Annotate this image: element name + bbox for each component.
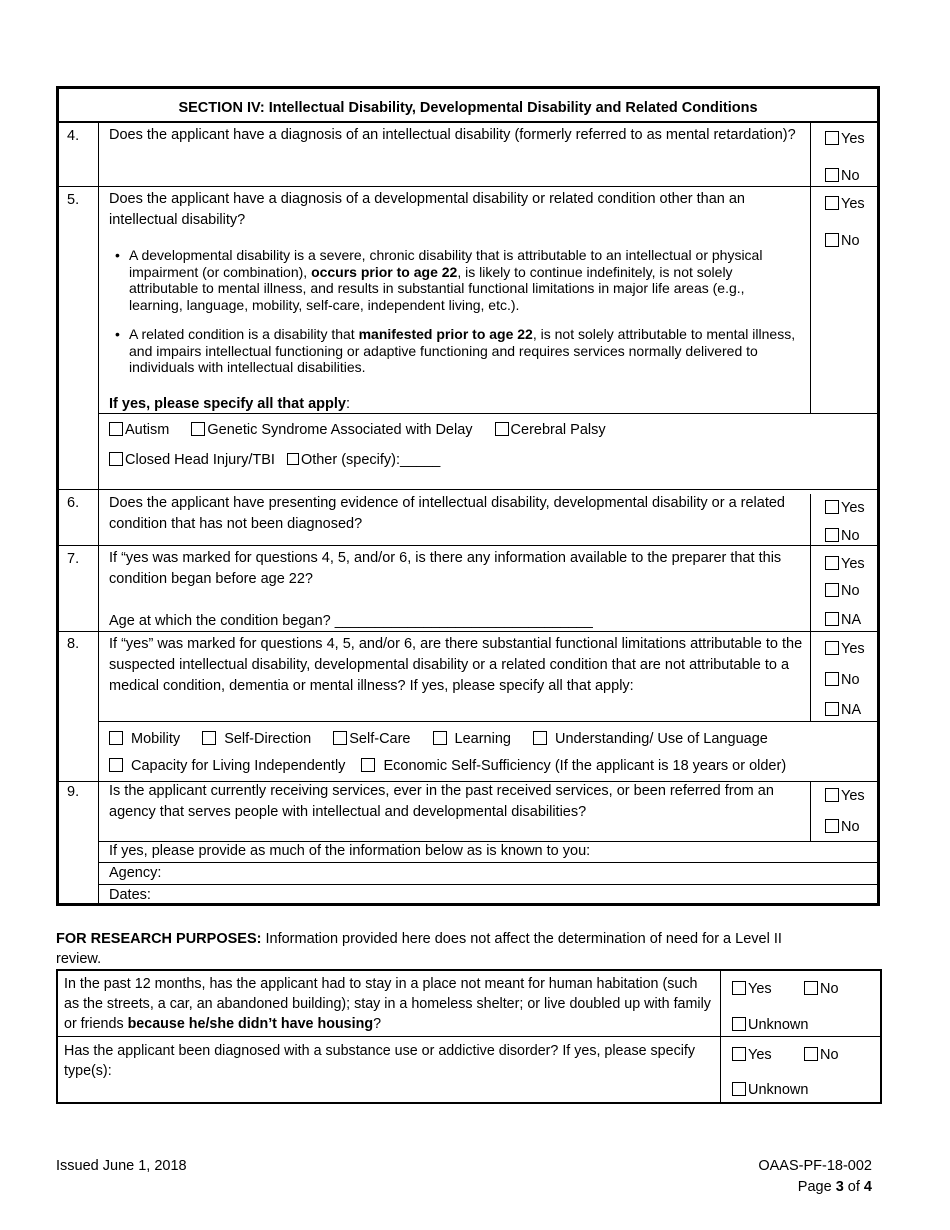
checkbox[interactable] — [732, 1082, 746, 1096]
developmental-disability-definition — [111, 247, 801, 313]
footer-right — [758, 1156, 872, 1198]
definition-text: , is likely to continue indefinitely, is not solely attributable to mental illness, and results in substantial functional limitations in major life areas (e.g., learning, language, mobility, self-care, independent living, etc.). — [129, 263, 745, 313]
self-direction-label: Self-Direction — [224, 731, 312, 747]
learning-option[interactable] — [433, 731, 511, 747]
no-label: No — [841, 583, 860, 599]
checkbox[interactable] — [825, 583, 839, 597]
definition-emphasis: manifested prior to age 22 — [358, 326, 533, 342]
q8-yes-option[interactable] — [825, 639, 865, 659]
other-condition-label: Other (specify):_____ — [300, 452, 441, 468]
genetic-syndrome-option[interactable] — [191, 422, 472, 438]
q7-na-option[interactable] — [825, 610, 861, 630]
q6-yes-option[interactable] — [825, 498, 865, 518]
no-label: No — [841, 168, 860, 184]
q8-na-option[interactable] — [825, 700, 861, 720]
checkbox[interactable] — [433, 731, 447, 745]
q5-number: 5. — [67, 192, 80, 208]
cerebral-palsy-option[interactable] — [495, 422, 606, 438]
q4-text: Does the applicant have a diagnosis of an intellectual disability (formerly referred to as mental retardation)? — [109, 127, 796, 143]
capacity-option[interactable] — [109, 758, 345, 774]
yes-label: Yes — [841, 641, 865, 657]
no-label: No — [841, 819, 860, 835]
substance-unknown-option[interactable] — [732, 1080, 808, 1100]
of-word: of — [843, 1179, 864, 1195]
yes-label: Yes — [841, 196, 865, 212]
checkbox[interactable] — [825, 612, 839, 626]
q7-age-label: Age at which the condition began? ________________________________ — [109, 613, 593, 629]
checkbox[interactable] — [804, 981, 818, 995]
homeless-question — [64, 974, 714, 1034]
definition-text: A related condition is a disability that — [129, 326, 359, 342]
yes-label: Yes — [841, 131, 865, 147]
substance-question: Has the applicant been diagnosed with a substance use or addictive disorder? If yes, please specify type(s): — [64, 1043, 696, 1079]
checkbox[interactable] — [825, 702, 839, 716]
checkbox[interactable] — [361, 758, 375, 772]
checkbox[interactable] — [495, 422, 509, 436]
q5-conditions-row-2 — [109, 450, 458, 470]
homeless-no-option[interactable] — [804, 979, 839, 999]
unknown-label: Unknown — [748, 1082, 809, 1098]
checkbox[interactable] — [825, 196, 839, 210]
homeless-question-text: In the past 12 months, has the applicant had to stay in a place not meant for human habitation (such as the streets, a car, an abandoned building); stay in a homeless shelter; or live doubled up with family or friends — [64, 976, 711, 1032]
self-care-label: Self-Care — [349, 731, 411, 747]
q6-text: Does the applicant have presenting evidence of intellectual disability, developmental disability or a related condition that has not been diagnosed? — [109, 495, 785, 532]
mobility-option[interactable] — [109, 731, 180, 747]
agency-field[interactable]: Agency: — [109, 865, 162, 881]
yes-label: Yes — [748, 981, 772, 997]
checkbox[interactable] — [333, 731, 347, 745]
checkbox[interactable] — [109, 422, 123, 436]
homeless-yes-option[interactable] — [732, 979, 772, 999]
checkbox[interactable] — [825, 788, 839, 802]
checkbox[interactable] — [825, 672, 839, 686]
learning-label: Learning — [454, 731, 511, 747]
checkbox[interactable] — [825, 819, 839, 833]
substance-yes-option[interactable] — [732, 1045, 772, 1065]
checkbox[interactable] — [825, 556, 839, 570]
checkbox[interactable] — [825, 500, 839, 514]
q6-number: 6. — [67, 495, 80, 511]
q5-text: Does the applicant have a diagnosis of a developmental disability or related condition other than an intellectual disability? — [109, 191, 745, 228]
definition-text: , is not solely attributable to mental illness, and impairs intellectual functioning or adaptive functioning and requires services normally delivered to individuals with intellectual disabilities. — [129, 326, 796, 375]
q4-yes-option[interactable] — [825, 129, 865, 149]
q8-limitations-row-2 — [109, 756, 804, 776]
checkbox[interactable] — [191, 422, 205, 436]
yes-label: Yes — [841, 556, 865, 572]
capacity-label: Capacity for Living Independently — [131, 758, 346, 774]
self-care-option[interactable] — [333, 731, 410, 747]
q4-number: 4. — [67, 128, 80, 144]
no-label: No — [841, 672, 860, 688]
no-label: No — [841, 233, 860, 249]
yes-label: Yes — [748, 1047, 772, 1063]
no-label: No — [841, 528, 860, 544]
q8-no-option[interactable] — [825, 670, 860, 690]
homeless-question-emphasis: because he/she didn’t have housing — [127, 1016, 374, 1032]
q7-yes-option[interactable] — [825, 554, 865, 574]
autism-label: Autism — [125, 422, 170, 438]
yes-label: Yes — [841, 500, 865, 516]
cerebral-palsy-label: Cerebral Palsy — [510, 422, 606, 438]
head-injury-label: Closed Head Injury/TBI — [125, 452, 275, 468]
q6-no-option[interactable] — [825, 526, 860, 546]
homeless-question-end: ? — [373, 1016, 382, 1032]
q4-no-option[interactable] — [825, 166, 860, 186]
checkbox[interactable] — [804, 1047, 818, 1061]
research-table — [56, 969, 882, 1104]
research-heading: FOR RESEARCH PURPOSES: — [56, 931, 262, 947]
section-iv-table — [56, 86, 880, 906]
unknown-label: Unknown — [748, 1017, 809, 1033]
na-label: NA — [841, 702, 862, 718]
research-intro — [56, 929, 816, 969]
page-current: 3 — [835, 1179, 844, 1195]
mobility-label: Mobility — [131, 731, 181, 747]
checkbox[interactable] — [109, 758, 123, 772]
economic-label: Economic Self-Sufficiency (If the applicant is 18 years or older) — [383, 758, 787, 774]
q9-no-option[interactable] — [825, 817, 860, 837]
q9-text: Is the applicant currently receiving services, ever in the past received services, or been referred from an agency that serves people with intellectual and developmental disabilities? — [109, 783, 774, 820]
definition-text: A developmental disability is a severe, chronic disability that is attributable to an intellectual or physical impairment (or combination), — [129, 247, 763, 280]
page-word: Page — [797, 1179, 836, 1195]
dates-field[interactable]: Dates: — [109, 887, 151, 903]
genetic-syndrome-label: Genetic Syndrome Associated with Delay — [207, 422, 473, 438]
q7-text: If “yes was marked for questions 4, 5, and/or 6, is there any information available to the preparer that this condition began before age 22? — [109, 550, 782, 587]
checkbox[interactable] — [202, 731, 216, 745]
self-direction-option[interactable] — [202, 731, 311, 747]
na-label: NA — [841, 612, 862, 628]
research-intro-text: Information provided here does not affect the determination of need for a Level II review. — [56, 931, 782, 967]
related-condition-definition — [111, 326, 801, 376]
no-label: No — [820, 1047, 839, 1063]
q9-number: 9. — [67, 784, 80, 800]
autism-option[interactable] — [109, 422, 169, 438]
no-label: No — [820, 981, 839, 997]
checkbox[interactable] — [732, 1017, 746, 1031]
specify-colon: : — [345, 396, 350, 412]
q8-limitations-row-1 — [109, 729, 786, 749]
q7-number: 7. — [67, 551, 80, 567]
page-total: 4 — [863, 1179, 872, 1195]
checkbox[interactable] — [825, 641, 839, 655]
checkbox[interactable] — [825, 528, 839, 542]
q5-yes-option[interactable] — [825, 194, 865, 214]
substance-no-option[interactable] — [804, 1045, 839, 1065]
q5-specify-label — [109, 394, 809, 415]
q7-no-option[interactable] — [825, 581, 860, 601]
definition-emphasis: occurs prior to age 22 — [311, 263, 458, 280]
checkbox[interactable] — [825, 168, 839, 182]
checkbox[interactable] — [109, 452, 123, 466]
checkbox[interactable] — [533, 731, 547, 745]
q8-text: If “yes” was marked for questions 4, 5, and/or 6, are there substantial functional limitations attributable to the suspected intellectual disability, developmental disability or a related condition that are not attributable to a medical condition, dementia or mental illness? If yes, please specify all that apply: — [109, 636, 803, 694]
checkbox[interactable] — [732, 981, 746, 995]
q8-number: 8. — [67, 636, 80, 652]
head-injury-option[interactable] — [109, 452, 275, 468]
specify-text: If yes, please specify all that apply — [109, 396, 346, 412]
section-title: SECTION IV: Intellectual Disability, Developmental Disability and Related Conditions — [178, 100, 758, 116]
q9-yes-option[interactable] — [825, 786, 865, 806]
q5-conditions-row-1 — [109, 420, 624, 440]
form-id: OAAS-PF-18-002 — [758, 1158, 872, 1174]
language-label: Understanding/ Use of Language — [555, 731, 768, 747]
checkbox[interactable] — [825, 131, 839, 145]
yes-label: Yes — [841, 788, 865, 804]
language-option[interactable] — [533, 731, 768, 747]
checkbox[interactable] — [109, 731, 123, 745]
other-condition-option[interactable] — [287, 452, 440, 468]
q9-provide-label: If yes, please provide as much of the information below as is known to you: — [109, 843, 591, 859]
checkbox[interactable] — [287, 453, 299, 465]
homeless-unknown-option[interactable] — [732, 1015, 808, 1035]
q5-no-option[interactable] — [825, 231, 860, 251]
checkbox[interactable] — [732, 1047, 746, 1061]
issued-date: Issued June 1, 2018 — [56, 1158, 187, 1174]
economic-option[interactable] — [361, 758, 786, 774]
page-number — [758, 1177, 872, 1198]
checkbox[interactable] — [825, 233, 839, 247]
